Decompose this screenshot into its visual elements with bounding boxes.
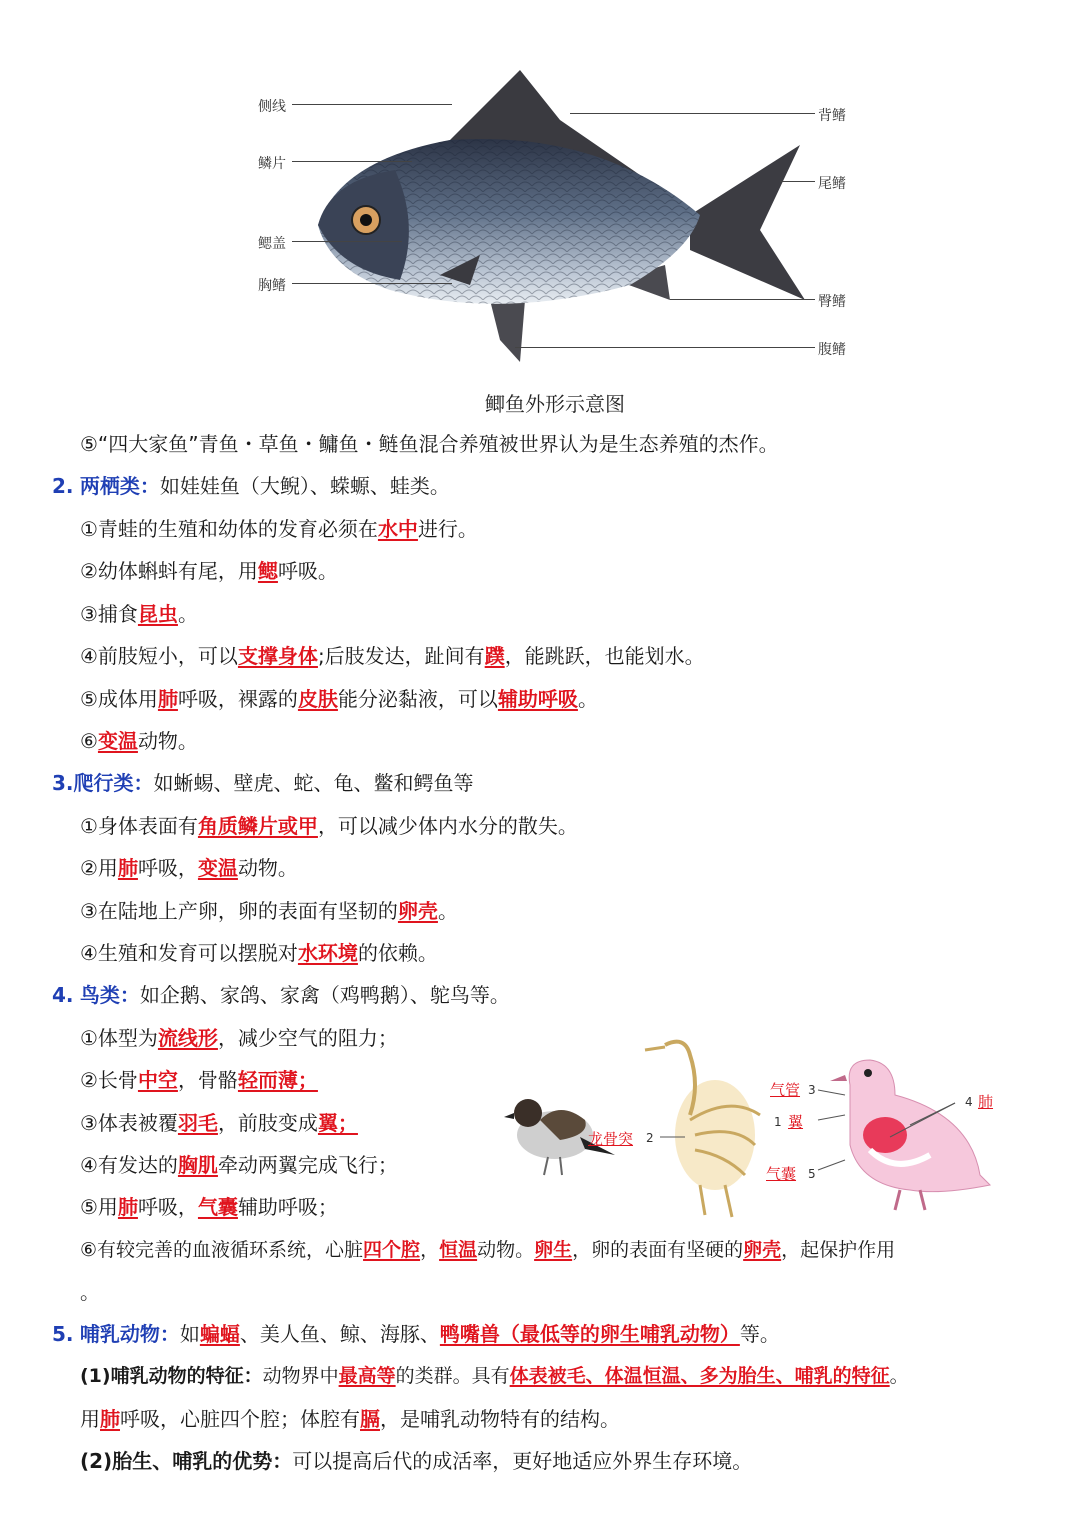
label-trachea: 气管 <box>770 1081 801 1099</box>
amphibians-point-1: ①青蛙的生殖和幼体的发育必须在水中进行。 <box>80 517 478 541</box>
label-scales: 鳞片 <box>258 156 286 172</box>
label-pelvic-fin: 腹鳍 <box>818 342 846 358</box>
bird-figure: 龙骨突 2 气管 3 1 翼 气囊 5 4 肺 <box>500 1025 1040 1225</box>
figure-caption: 鲫鱼外形示意图 <box>485 392 625 416</box>
amphibians-point-2: ②幼体蝌蚪有尾，用鳃呼吸。 <box>80 559 338 583</box>
label-keel: 龙骨突 <box>588 1130 634 1148</box>
label-gill-cover: 鳃盖 <box>258 236 286 252</box>
amphibians-point-4: ④前肢短小，可以支撑身体;后肢发达，趾间有蹼，能跳跃，也能划水。 <box>80 644 705 668</box>
fish-figure <box>0 0 1080 420</box>
birds-heading: 4. 鸟类：如企鹅、家鸽、家禽（鸡鸭鹅）、鸵鸟等。 <box>52 983 510 1007</box>
reptiles-point-1: ①身体表面有角质鳞片或甲，可以减少体内水分的散失。 <box>80 814 578 838</box>
label-wing: 翼 <box>788 1113 804 1131</box>
bird-illustration <box>500 1025 1040 1225</box>
reptiles-point-2: ②用肺呼吸，变温动物。 <box>80 856 298 880</box>
amphibians-point-5: ⑤成体用肺呼吸，裸露的皮肤能分泌黏液，可以辅助呼吸。 <box>80 687 598 711</box>
label-dorsal-fin: 背鳍 <box>818 108 846 124</box>
mammals-heading: 5. 哺乳动物：如蝙蝠、美人鱼、鲸、海豚、鸭嘴兽（最低等的卵生哺乳动物）等。 <box>52 1322 780 1346</box>
birds-point-5: ⑤用肺呼吸，气囊辅助呼吸； <box>80 1195 338 1219</box>
birds-point-1: ①体型为流线形，减少空气的阻力； <box>80 1026 398 1050</box>
label-anal-fin: 臀鳍 <box>818 294 846 310</box>
mammals-characteristics-cont: 用肺呼吸，心脏四个腔；体腔有膈，是哺乳动物特有的结构。 <box>80 1407 620 1431</box>
amphibians-point-6: ⑥变温动物。 <box>80 729 198 753</box>
amphibians-point-3: ③捕食昆虫。 <box>80 602 198 626</box>
birds-point-4: ④有发达的胸肌牵动两翼完成飞行； <box>80 1153 398 1177</box>
mammals-characteristics: (1)哺乳动物的特征：动物界中最高等的类群。具有体表被毛、体温恒温、多为胎生、哺乳的特征。 <box>80 1365 909 1387</box>
birds-point-2: ②长骨中空，骨骼轻而薄； <box>80 1068 318 1092</box>
amphibians-heading: 2. 两栖类：如娃娃鱼（大鲵）、蝾螈、蛙类。 <box>52 474 450 498</box>
label-lateral-line: 侧线 <box>258 99 286 115</box>
label-pectoral-fin: 胸鳍 <box>258 278 286 294</box>
label-lung: 肺 <box>978 1093 994 1111</box>
label-tail-fin: 尾鳍 <box>818 176 846 192</box>
birds-point-6: ⑥有较完善的血液循环系统，心脏四个腔，恒温动物。卵生，卵的表面有坚硬的卵壳，起保护作用 <box>80 1239 896 1261</box>
reptiles-heading: 3.爬行类：如蜥蜴、壁虎、蛇、龟、鳖和鳄鱼等 <box>52 771 474 795</box>
reptiles-point-3: ③在陆地上产卵，卵的表面有坚韧的卵壳。 <box>80 899 458 923</box>
birds-point-3: ③体表被覆羽毛，前肢变成翼； <box>80 1111 358 1135</box>
carp-illustration <box>0 0 1080 380</box>
fish-note: ⑤“四大家鱼”青鱼・草鱼・鳙鱼・鲢鱼混合养殖被世界认为是生态养殖的杰作。 <box>80 432 779 456</box>
birds-point-6-end: 。 <box>80 1280 100 1304</box>
label-air-sac: 气囊 <box>766 1165 797 1183</box>
tail-fin-shape <box>690 145 805 300</box>
reptiles-point-4: ④生殖和发育可以摆脱对水环境的依赖。 <box>80 941 438 965</box>
mammals-advantages: (2)胎生、哺乳的优势：可以提高后代的成活率，更好地适应外界生存环境。 <box>80 1449 753 1473</box>
